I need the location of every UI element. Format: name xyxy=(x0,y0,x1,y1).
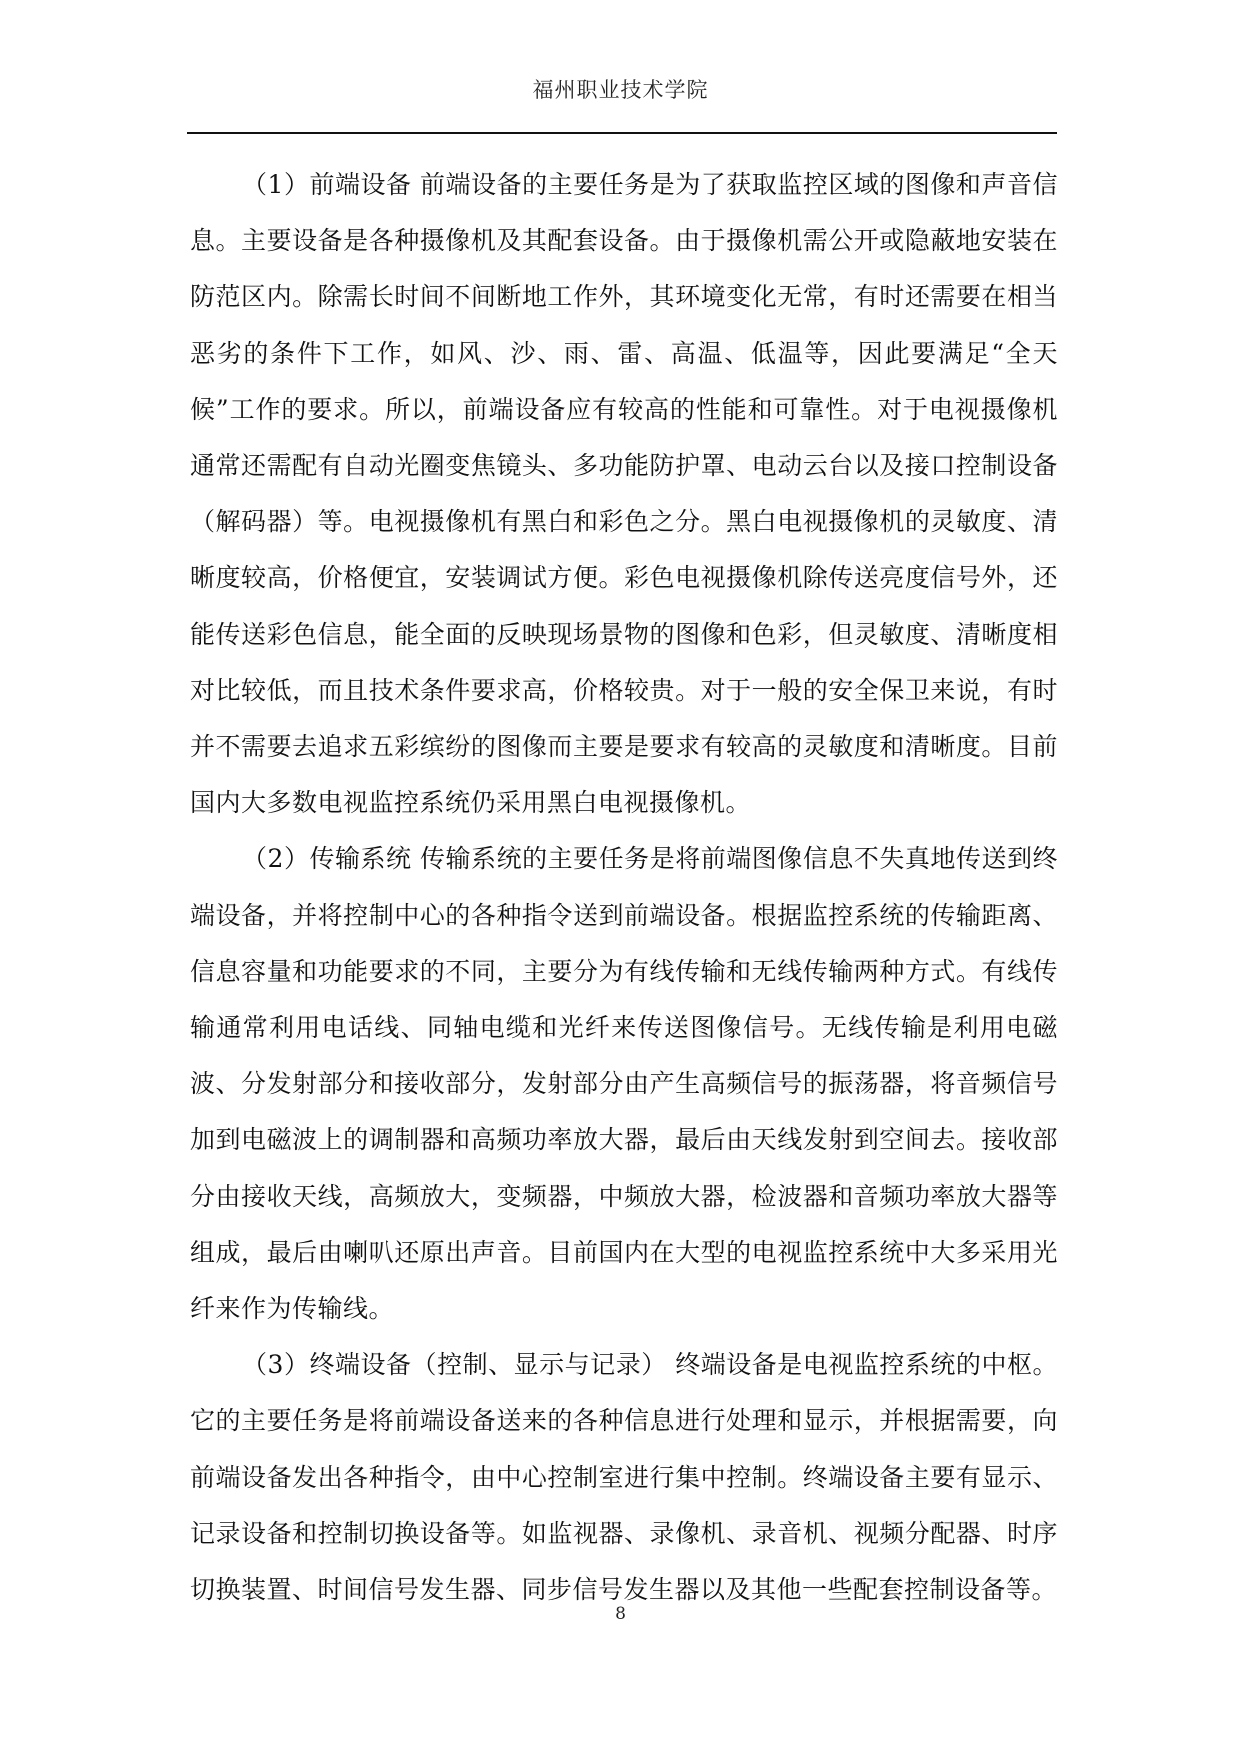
paragraph-transmission-system: （2）传输系统 传输系统的主要任务是将前端图像信息不失真地传送到终端设备，并将控制中心的各种指令送到前端设备。根据监控系统的传输距离、信息容量和功能要求的不同，主要分为有线传输和无线传输两种方式。有线传输通常利用电话线、同轴电缆和光纤来传送图像信号。无线传输是利用电磁波、分发射部分和接收部分，发射部分由产生高频信号的振荡器，将音频信号加到电磁波上的调制器和高频功率放大器，最后由天线发射到空间去。接收部分由接收天线，高频放大，变频器，中频放大器，检波器和音频功率放大器等组成，最后由喇叭还原出声音。目前国内在大型的电视监控系统中大多采用光纤来作为传输线。 xyxy=(190,844,1058,1324)
page-number: 8 xyxy=(615,1604,626,1624)
header-divider xyxy=(187,132,1057,134)
page-header-title: 福州职业技术学院 xyxy=(532,78,709,102)
paragraph-terminal-equipment: （3）终端设备（控制、显示与记录） 终端设备是电视监控系统的中枢。它的主要任务是将前端设备送来的各种信息进行处理和显示，并根据需要，向前端设备发出各种指令，由中心控制室进行集中控制。终端设备主要有显示、记录设备和控制切换设备等。如监视器、录像机、录音机、视频分配器、时序切换装置、时间信号发生器、同步信号发生器以及其他一些配套控制设备等。 xyxy=(190,1350,1058,1605)
paragraph-front-end-equipment: （1）前端设备 前端设备的主要任务是为了获取监控区域的图像和声音信息。主要设备是各种摄像机及其配套设备。由于摄像机需公开或隐蔽地安装在防范区内。除需长时间不间断地工作外，其环境变化无常，有时还需要在相当恶劣的条件下工作，如风、沙、雨、雷、高温、低温等，因此要满足“全天候”工作的要求。所以，前端设备应有较高的性能和可靠性。对于电视摄像机通常还需配有自动光圈变焦镜头、多功能防护罩、电动云台以及接口控制设备（解码器）等。电视摄像机有黑白和彩色之分。黑白电视摄像机的灵敏度、清晰度较高，价格便宜，安装调试方便。彩色电视摄像机除传送亮度信号外，还能传送彩色信息，能全面的反映现场景物的图像和色彩，但灵敏度、清晰度相对比较低，而且技术条件要求高，价格较贵。对于一般的安全保卫来说，有时并不需要去追求五彩缤纷的图像而主要是要求有较高的灵敏度和清晰度。目前国内大多数电视监控系统仍采用黑白电视摄像机。 xyxy=(190,170,1058,818)
body-text xyxy=(190,157,1058,1618)
